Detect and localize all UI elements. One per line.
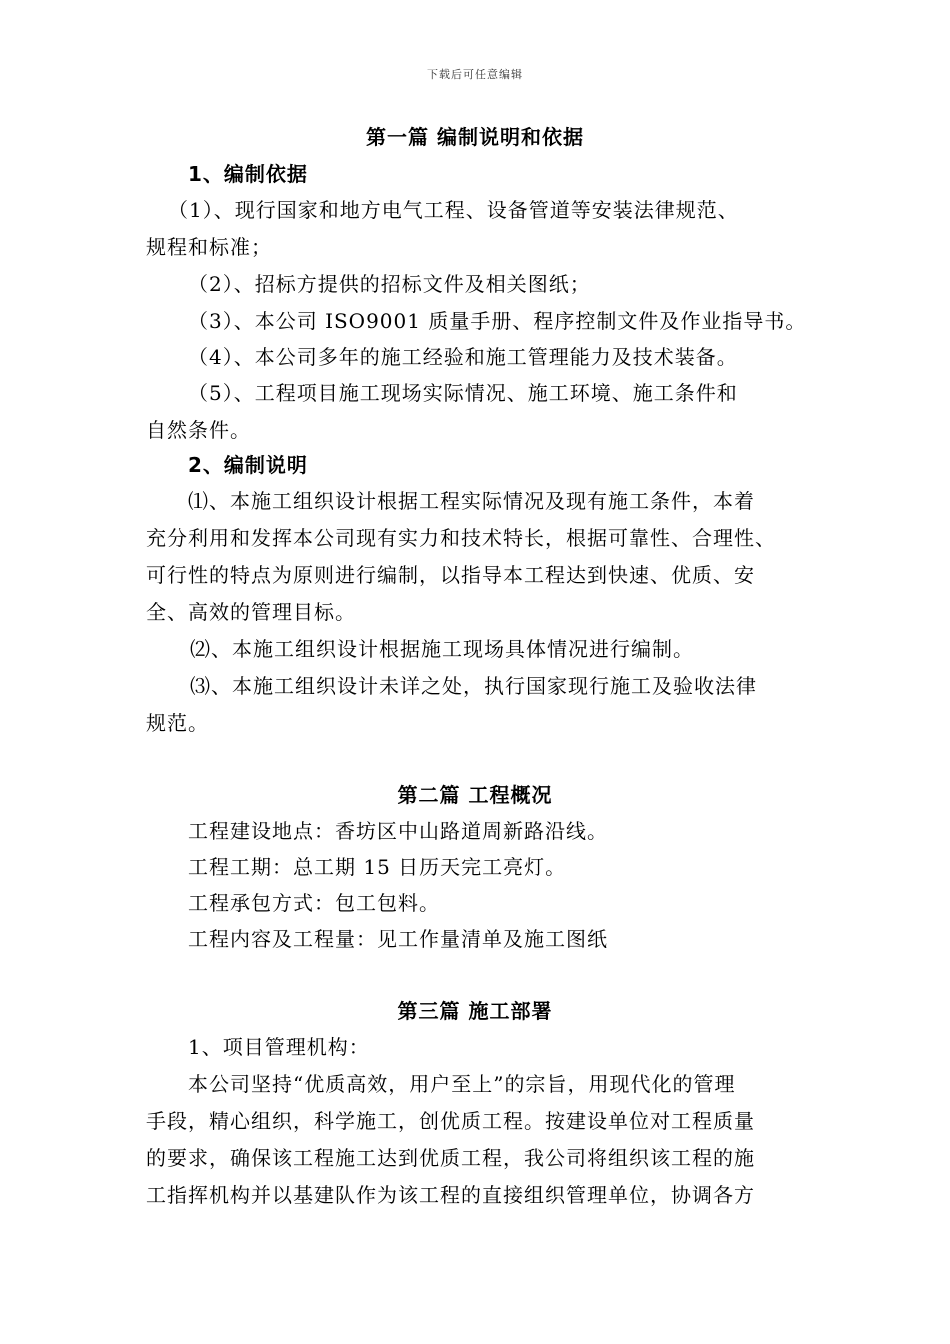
basis-item-1: （1）、现行国家和地方电气工程、设备管道等安装法律规范、 bbox=[168, 198, 739, 222]
page-header: 下载后可任意编辑 bbox=[427, 68, 523, 81]
note-item-2: ⑵、本施工组织设计根据施工现场具体情况进行编制。 bbox=[190, 637, 694, 661]
part2-title: 第二篇 工程概况 bbox=[397, 783, 553, 807]
overview-contract: 工程承包方式：包工包料。 bbox=[188, 891, 440, 915]
note-item-1-line3: 可行性的特点为原则进行编制，以指导本工程达到快速、优质、安 bbox=[146, 563, 755, 587]
note-item-1-line4: 全、高效的管理目标。 bbox=[146, 600, 356, 624]
part1-title: 第一篇 编制说明和依据 bbox=[366, 125, 584, 149]
overview-location: 工程建设地点：香坊区中山路道周新路沿线。 bbox=[188, 819, 608, 843]
basis-item-2: （2）、招标方提供的招标文件及相关图纸； bbox=[188, 272, 591, 296]
management-para-line2: 手段，精心组织，科学施工，创优质工程。按建设单位对工程质量 bbox=[146, 1109, 755, 1133]
note-item-1: ⑴、本施工组织设计根据工程实际情况及现有施工条件，本着 bbox=[188, 489, 755, 513]
note-item-1-line2: 充分利用和发挥本公司现有实力和技术特长，根据可靠性、合理性、 bbox=[146, 526, 776, 550]
part3-title: 第三篇 施工部署 bbox=[397, 999, 553, 1023]
management-para-line3: 的要求，确保该工程施工达到优质工程，我公司将组织该工程的施 bbox=[146, 1146, 755, 1170]
section1-heading: 1、编制依据 bbox=[188, 162, 308, 186]
basis-item-5: （5）、工程项目施工现场实际情况、施工环境、施工条件和 bbox=[188, 381, 738, 405]
overview-scope: 工程内容及工程量：见工作量清单及施工图纸 bbox=[188, 927, 608, 951]
basis-item-1-cont: 规程和标准； bbox=[146, 235, 272, 259]
note-item-3-cont: 规范。 bbox=[146, 711, 209, 735]
section-management-heading: 1、项目管理机构： bbox=[188, 1035, 370, 1059]
basis-item-5-cont: 自然条件。 bbox=[146, 418, 251, 442]
note-item-3: ⑶、本施工组织设计未详之处，执行国家现行施工及验收法律 bbox=[190, 674, 757, 698]
management-para-line1: 本公司坚持“优质高效，用户至上”的宗旨，用现代化的管理 bbox=[188, 1072, 736, 1096]
section2-heading: 2、编制说明 bbox=[188, 453, 308, 477]
overview-duration: 工程工期：总工期 15 日历天完工亮灯。 bbox=[188, 855, 567, 879]
basis-item-4: （4）、本公司多年的施工经验和施工管理能力及技术装备。 bbox=[188, 345, 738, 369]
management-para-line4: 工指挥机构并以基建队作为该工程的直接组织管理单位，协调各方 bbox=[146, 1183, 755, 1207]
basis-item-3: （3）、本公司 ISO9001 质量手册、程序控制文件及作业指导书。 bbox=[188, 309, 807, 333]
